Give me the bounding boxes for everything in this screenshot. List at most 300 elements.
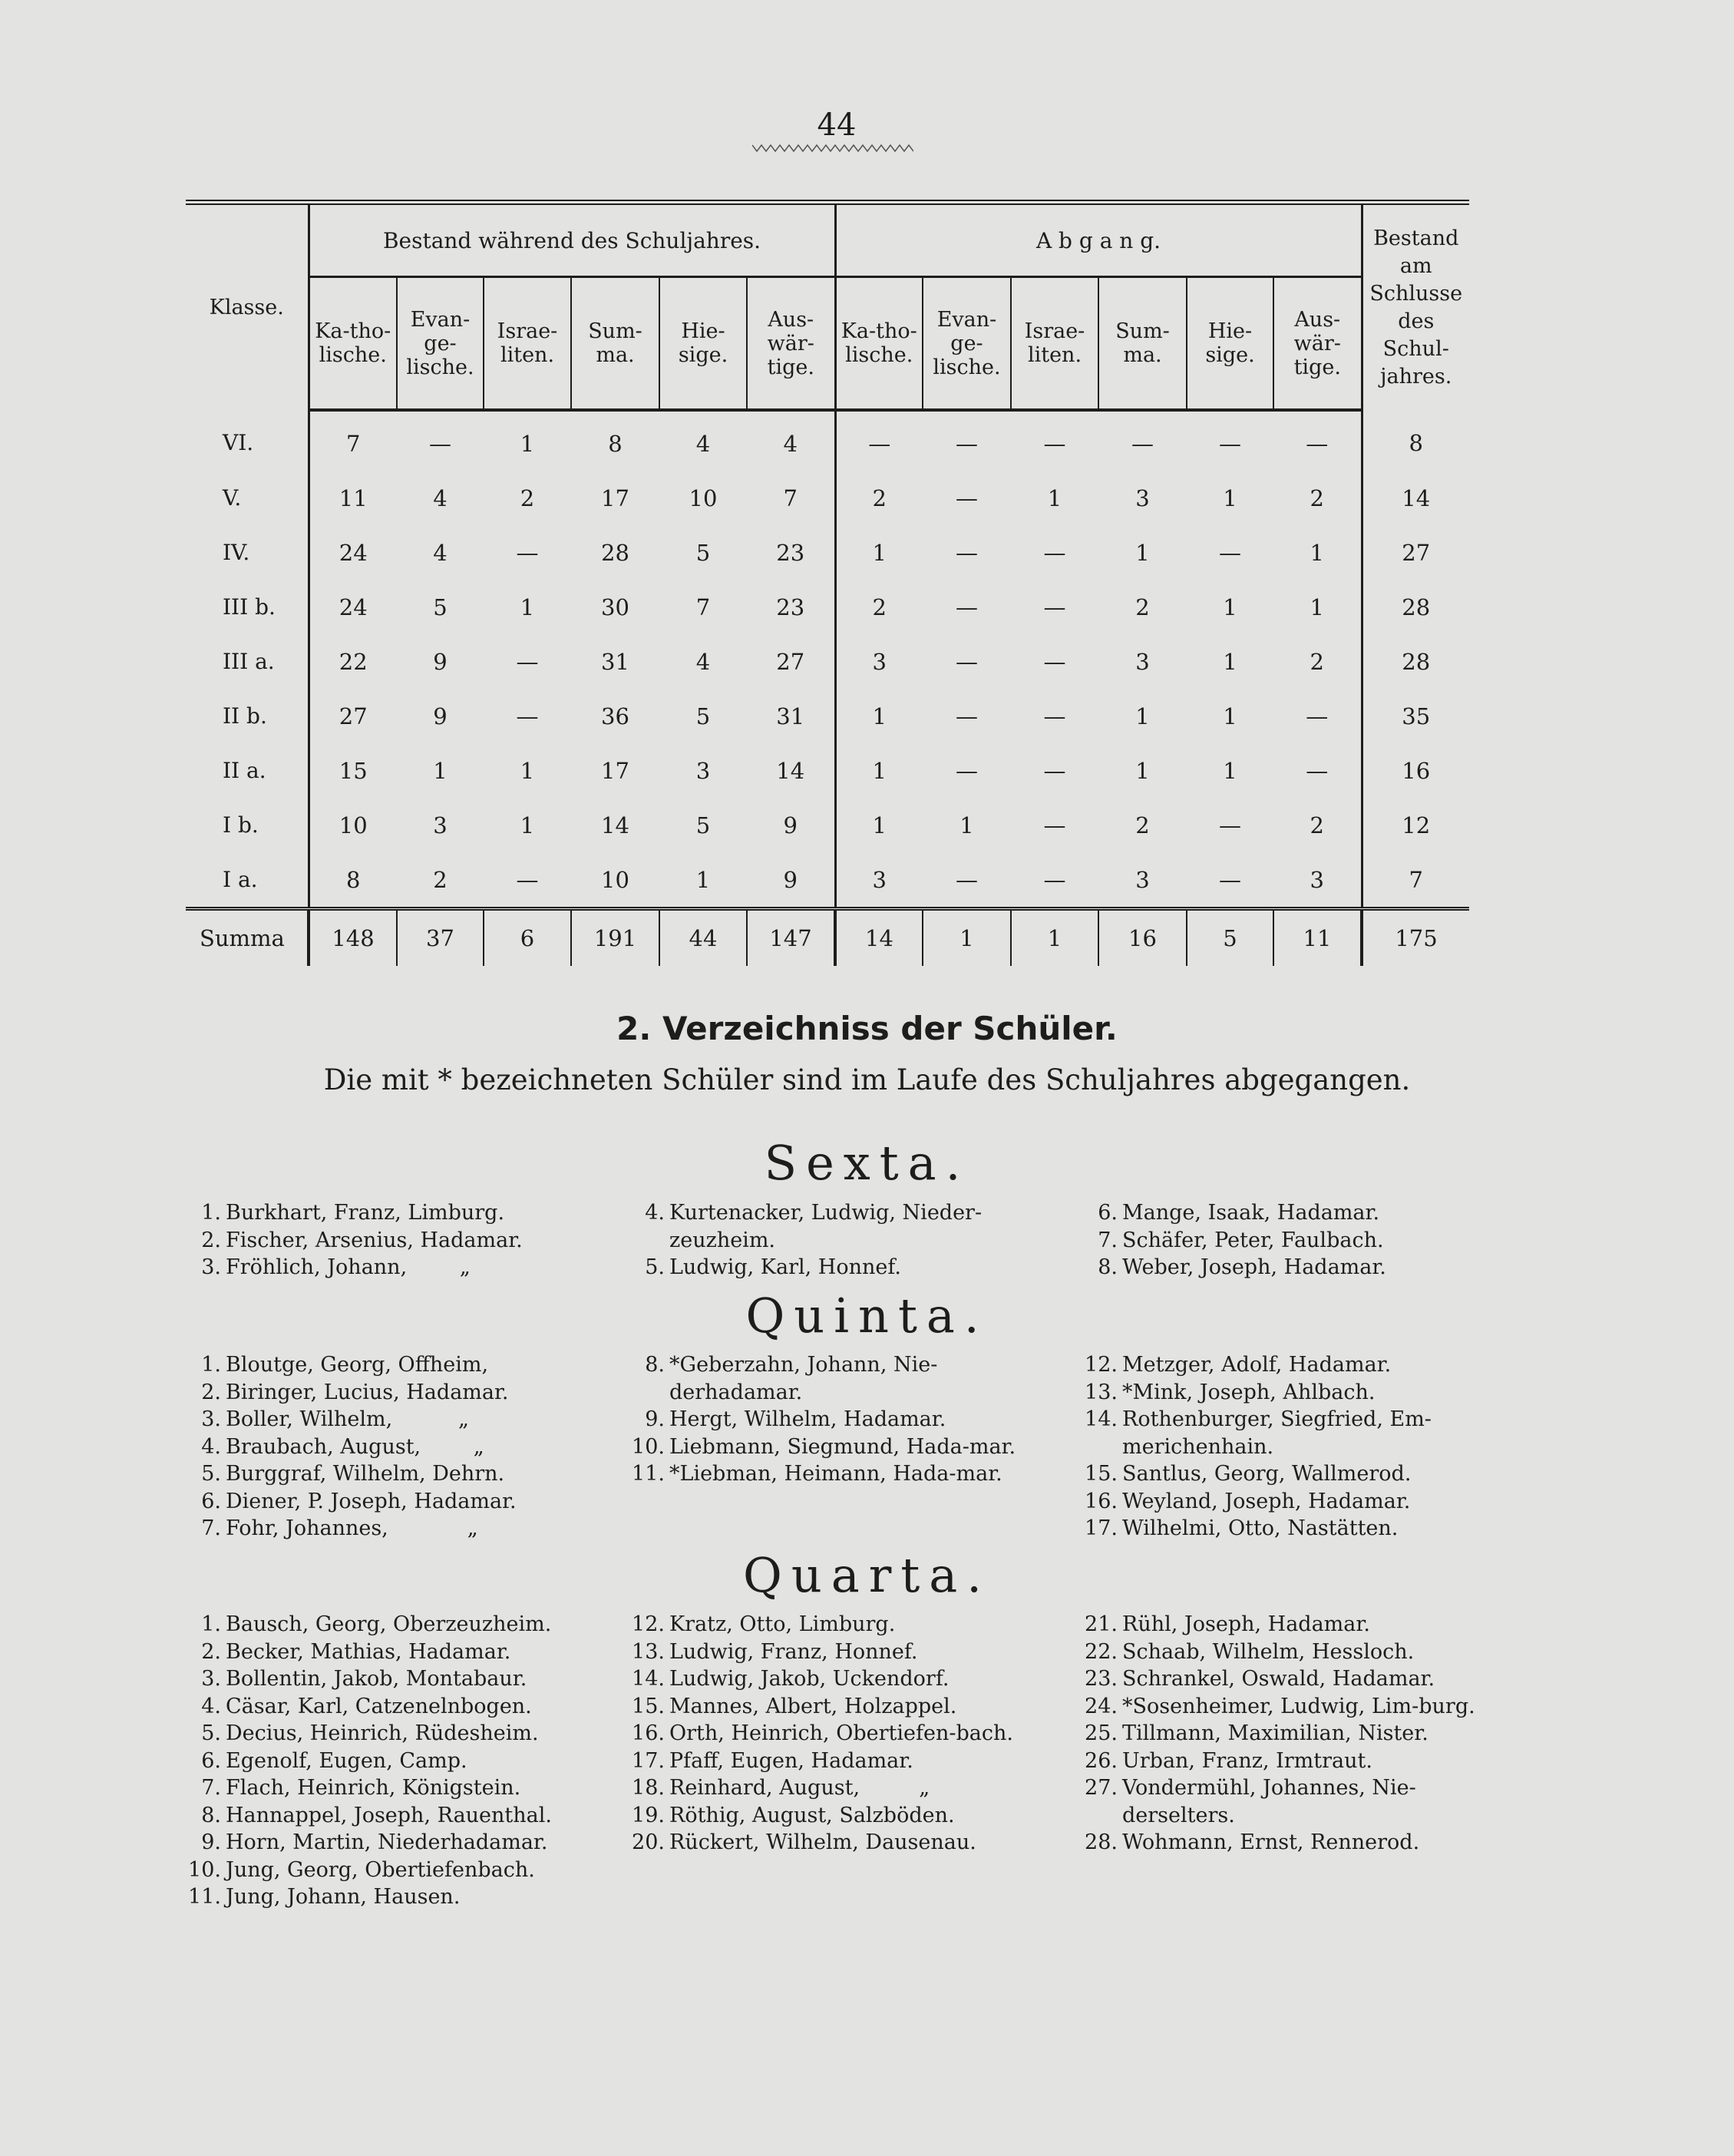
list-item-text: Weyland, Joseph, Hadamar.: [1122, 1489, 1411, 1513]
section-note: Die mit * bezeichneten Schüler sind im Laufe des Schuljahres abgegangen.: [323, 1063, 1411, 1096]
list-item-text: Fröhlich, Johann, „: [226, 1255, 471, 1279]
class-heading-quinta: Quinta.: [745, 1288, 989, 1344]
list-item-text: Biringer, Lucius, Hadamar.: [226, 1380, 509, 1404]
list-item-number: 6.: [1098, 1201, 1118, 1225]
table-cell: 4: [783, 430, 798, 457]
table-cell: 7: [309, 410, 397, 471]
klasse-cell: V.: [223, 485, 242, 511]
table-cell: 14: [601, 812, 629, 838]
list-column: [1073, 1351, 1518, 1543]
list-item: [1073, 1488, 1518, 1516]
list-item-text: Hergt, Wilhelm, Hadamar.: [669, 1407, 946, 1431]
table-cell: —: [1043, 757, 1066, 784]
summa-cell: 11: [1273, 909, 1362, 967]
klasse-cell: II a.: [223, 758, 266, 783]
table-cell: 10: [689, 484, 718, 511]
table-cell: —: [1306, 430, 1329, 457]
list-item: [620, 1406, 1035, 1433]
list-item: [620, 1774, 1035, 1802]
list-item-text: Wilhelmi, Otto, Nastätten.: [1122, 1516, 1399, 1540]
list-item-number: 10.: [632, 1434, 665, 1459]
list-item: [177, 1227, 576, 1255]
table-row: [186, 525, 1469, 580]
list-column: [1073, 1199, 1503, 1281]
list-item-text: Diener, P. Joseph, Hadamar.: [226, 1489, 517, 1513]
table-cell: 27: [776, 648, 805, 675]
list-item: [620, 1199, 1035, 1254]
klasse-cell: III a.: [223, 649, 275, 674]
list-item-text: Burggraf, Wilhelm, Dehrn.: [226, 1462, 505, 1486]
list-item: [177, 1638, 591, 1666]
list-item: [1073, 1199, 1503, 1227]
list-item-text: Liebmann, Siegmund, Hada-mar.: [669, 1434, 1016, 1459]
list-item-number: 13.: [1085, 1380, 1118, 1404]
list-item-text: Fischer, Arsenius, Hadamar.: [226, 1228, 523, 1252]
list-item-text: Vondermühl, Johannes, Nie-derselters.: [1122, 1776, 1416, 1827]
list-item: [1073, 1254, 1503, 1281]
sub-header: Israe-liten.: [1011, 277, 1098, 411]
list-column: [177, 1611, 591, 1911]
table-cell: 4: [695, 430, 711, 457]
list-item-text: *Mink, Joseph, Ahlbach.: [1122, 1380, 1376, 1404]
table-cell: 2: [835, 580, 923, 634]
table-cell: —: [956, 866, 978, 893]
list-item-number: 5.: [645, 1255, 665, 1279]
list-item-text: Jung, Georg, Obertiefenbach.: [226, 1857, 535, 1882]
table-cell: 4: [695, 648, 711, 675]
summa-cell: 37: [397, 909, 484, 967]
list-item-number: 4.: [201, 1694, 221, 1718]
list-item-number: 20.: [632, 1830, 665, 1854]
table-cell: 16: [1362, 743, 1469, 798]
klasse-header: Klasse.: [186, 203, 309, 411]
table-cell: —: [956, 703, 978, 729]
summa-cell: 147: [747, 909, 835, 967]
table-cell: 7: [1362, 852, 1469, 909]
list-item: [620, 1351, 1035, 1406]
table-cell: 1: [1223, 757, 1237, 784]
table-cell: —: [1219, 539, 1241, 566]
table-cell: 10: [601, 866, 629, 893]
list-item-text: Santlus, Georg, Wallmerod.: [1122, 1462, 1412, 1486]
table-cell: 7: [783, 484, 798, 511]
list-item-number: 6.: [201, 1748, 221, 1773]
table-cell: 3: [1310, 866, 1324, 893]
list-item-text: Fohr, Johannes, „: [226, 1516, 478, 1540]
list-item-number: 2.: [201, 1228, 221, 1252]
table-cell: 17: [601, 484, 629, 511]
list-item-number: 11.: [632, 1462, 665, 1486]
summa-cell: 175: [1362, 909, 1469, 967]
table-cell: 8: [1362, 410, 1469, 471]
list-item-text: Ludwig, Jakob, Uckendorf.: [669, 1667, 950, 1691]
enrollment-table: [186, 200, 1469, 966]
list-column: [177, 1351, 591, 1543]
list-item: [1073, 1460, 1518, 1488]
table-cell: 3: [1135, 866, 1150, 893]
table-cell: —: [1043, 648, 1066, 675]
list-item: [1073, 1748, 1518, 1775]
sub-header: Aus-wär-tige.: [1273, 277, 1362, 411]
table-cell: 2: [520, 484, 535, 511]
list-item: [177, 1433, 591, 1461]
klasse-cell: VI.: [223, 430, 254, 455]
list-item: [177, 1802, 591, 1830]
table-cell: 1: [959, 812, 974, 838]
table-cell: 3: [1135, 648, 1150, 675]
table-cell: 23: [776, 594, 805, 620]
table-cell: —: [1043, 539, 1066, 566]
list-item-number: 19.: [632, 1803, 665, 1827]
summa-cell: 1: [923, 909, 1011, 967]
list-item: [177, 1883, 591, 1911]
list-item-number: 13.: [632, 1639, 665, 1664]
list-item: [177, 1665, 591, 1693]
list-column: [620, 1611, 1035, 1857]
table-cell: 23: [776, 539, 805, 566]
list-item: [177, 1774, 591, 1802]
summa-cell: 44: [659, 909, 747, 967]
table-cell: —: [1043, 812, 1066, 838]
list-item-text: Weber, Joseph, Hadamar.: [1122, 1255, 1386, 1279]
list-item: [177, 1460, 591, 1488]
list-column: [620, 1351, 1035, 1488]
list-item-number: 5.: [201, 1462, 221, 1486]
list-item-text: Cäsar, Karl, Catzenelnbogen.: [226, 1694, 532, 1718]
summa-cell: 148: [309, 909, 397, 967]
table-cell: —: [956, 430, 978, 457]
sub-header: Evan-ge-lische.: [397, 277, 484, 411]
list-item-number: 17.: [1085, 1516, 1118, 1540]
list-item-text: Rückert, Wilhelm, Dausenau.: [669, 1830, 976, 1854]
list-item-text: Tillmann, Maximilian, Nister.: [1122, 1721, 1428, 1745]
summa-cell: 14: [835, 909, 923, 967]
list-item-number: 16.: [632, 1721, 665, 1745]
list-item-text: Jung, Johann, Hausen.: [226, 1885, 461, 1909]
table-row: [186, 634, 1469, 689]
table-cell: —: [1043, 703, 1066, 729]
table-cell: 7: [695, 594, 711, 620]
list-item: [620, 1720, 1035, 1748]
table-cell: 28: [601, 539, 629, 566]
list-item-text: Metzger, Adolf, Hadamar.: [1122, 1353, 1392, 1377]
list-item-number: 16.: [1085, 1489, 1118, 1513]
table-cell: 1: [520, 757, 535, 784]
table-cell: 1: [835, 798, 923, 852]
list-item-text: Schrankel, Oswald, Hadamar.: [1122, 1667, 1435, 1691]
table-cell: —: [1043, 430, 1066, 457]
list-item-text: Flach, Heinrich, Königstein.: [226, 1776, 521, 1800]
klasse-cell: I a.: [223, 867, 258, 892]
list-item-number: 12.: [1085, 1353, 1118, 1377]
klasse-cell: I b.: [223, 812, 259, 838]
table-cell: 28: [1362, 634, 1469, 689]
table-cell: —: [956, 594, 978, 620]
klasse-cell: IV.: [223, 540, 250, 565]
table-cell: 12: [1362, 798, 1469, 852]
list-item-text: Schäfer, Peter, Faulbach.: [1122, 1228, 1384, 1252]
list-item: [620, 1693, 1035, 1721]
group-header-abgang: A b g a n g.: [835, 203, 1362, 277]
list-item-text: Bloutge, Georg, Offheim,: [226, 1353, 489, 1377]
list-item: [620, 1638, 1035, 1666]
list-item-text: Bausch, Georg, Oberzeuzheim.: [226, 1612, 552, 1636]
table-cell: 28: [1362, 580, 1469, 634]
list-item-number: 15.: [632, 1694, 665, 1718]
group-header-bestand: Bestand während des Schuljahres.: [309, 203, 835, 277]
table-cell: —: [956, 539, 978, 566]
table-cell: 2: [1310, 648, 1324, 675]
list-item-text: Ludwig, Franz, Honnef.: [669, 1639, 918, 1664]
list-item: [177, 1857, 591, 1884]
list-item-number: 14.: [1085, 1407, 1118, 1431]
list-item: [177, 1720, 591, 1748]
list-item-number: 18.: [632, 1776, 665, 1800]
list-item: [177, 1379, 591, 1407]
table-row: [186, 852, 1469, 909]
klasse-cell: II b.: [223, 703, 267, 729]
table-cell: 1: [835, 525, 923, 580]
table-cell: —: [516, 866, 539, 893]
klasse-cell: III b.: [223, 594, 276, 620]
table-cell: 5: [695, 539, 711, 566]
list-item-number: 6.: [201, 1489, 221, 1513]
list-item-number: 8.: [645, 1353, 665, 1377]
list-item-number: 1.: [201, 1353, 221, 1377]
table-cell: 9: [433, 703, 448, 729]
table-cell: 36: [601, 703, 629, 729]
table-cell: —: [956, 757, 978, 784]
table-cell: 9: [783, 812, 798, 838]
table-cell: —: [516, 703, 539, 729]
list-item-text: Bollentin, Jakob, Montabaur.: [226, 1667, 527, 1691]
list-item-text: Becker, Mathias, Hadamar.: [226, 1639, 511, 1664]
list-item: [177, 1199, 576, 1227]
list-item-text: Schaab, Wilhelm, Hessloch.: [1122, 1639, 1415, 1664]
table-cell: 3: [695, 757, 711, 784]
list-item-number: 17.: [632, 1748, 665, 1773]
list-item-number: 4.: [201, 1434, 221, 1459]
list-item-text: Burkhart, Franz, Limburg.: [226, 1201, 505, 1225]
list-item-number: 26.: [1085, 1748, 1118, 1773]
summa-label: Summa: [186, 909, 309, 967]
list-item: [177, 1488, 591, 1516]
table-row: [186, 743, 1469, 798]
table-cell: 1: [520, 594, 535, 620]
list-item-number: 7.: [1098, 1228, 1118, 1252]
list-item-text: Mange, Isaak, Hadamar.: [1122, 1201, 1380, 1225]
list-item: [1073, 1351, 1518, 1379]
group-header-bestand-schluss: Bestand am Schlusse des Schul-jahres.: [1362, 203, 1469, 411]
list-item: [620, 1460, 1035, 1488]
table-cell: —: [1131, 430, 1154, 457]
list-item: [177, 1693, 591, 1721]
list-item-text: Horn, Martin, Niederhadamar.: [226, 1830, 548, 1854]
list-column: [177, 1199, 576, 1281]
list-item-number: 2.: [201, 1639, 221, 1664]
table-cell: —: [956, 648, 978, 675]
table-cell: 31: [776, 703, 805, 729]
list-item: [620, 1748, 1035, 1775]
section-title: 2. Verzeichniss der Schüler.: [616, 1010, 1118, 1047]
list-item-text: Egenolf, Eugen, Camp.: [226, 1748, 467, 1773]
table-cell: 1: [1310, 594, 1324, 620]
list-item-number: 22.: [1085, 1639, 1118, 1664]
table-cell: —: [1219, 866, 1241, 893]
table-cell: 31: [601, 648, 629, 675]
table-cell: 15: [309, 743, 397, 798]
list-item: [177, 1406, 591, 1433]
table-cell: —: [1043, 594, 1066, 620]
table-cell: 27: [1362, 525, 1469, 580]
list-item: [177, 1351, 591, 1379]
table-cell: 1: [1223, 703, 1237, 729]
list-item-number: 8.: [201, 1803, 221, 1827]
list-item: [1073, 1829, 1518, 1857]
list-item-text: Röthig, August, Salzböden.: [669, 1803, 955, 1827]
table-cell: 1: [520, 430, 535, 457]
table-cell: —: [516, 539, 539, 566]
list-item-text: Pfaff, Eugen, Hadamar.: [669, 1748, 913, 1773]
table-cell: 1: [1310, 539, 1324, 566]
table-cell: 17: [601, 757, 629, 784]
list-item: [1073, 1720, 1518, 1748]
list-item-number: 23.: [1085, 1667, 1118, 1691]
table-cell: 1: [1135, 703, 1150, 729]
class-heading-quarta: Quarta.: [743, 1547, 991, 1603]
summa-row: [186, 909, 1469, 967]
list-item: [620, 1611, 1035, 1638]
table-cell: 35: [1362, 689, 1469, 743]
table-cell: 1: [1223, 594, 1237, 620]
table-cell: 3: [433, 812, 448, 838]
list-item-number: 4.: [645, 1201, 665, 1225]
table-cell: 24: [309, 525, 397, 580]
summa-cell: 5: [1187, 909, 1273, 967]
list-item-text: *Sosenheimer, Ludwig, Lim-burg.: [1122, 1694, 1475, 1718]
sub-header: Hie-sige.: [659, 277, 747, 411]
sub-header: Evan-ge-lische.: [923, 277, 1011, 411]
list-item: [1073, 1406, 1518, 1460]
list-item-number: 21.: [1085, 1612, 1118, 1636]
list-item: [1073, 1515, 1518, 1543]
list-item-number: 5.: [201, 1721, 221, 1745]
list-item-number: 14.: [632, 1667, 665, 1691]
list-item: [177, 1515, 591, 1543]
table-cell: —: [1219, 812, 1241, 838]
list-item: [177, 1611, 591, 1638]
list-item: [1073, 1227, 1503, 1255]
table-cell: 24: [309, 580, 397, 634]
table-cell: —: [1043, 866, 1066, 893]
table-cell: 9: [783, 866, 798, 893]
table-row: [186, 471, 1469, 525]
list-item-text: Rühl, Joseph, Hadamar.: [1122, 1612, 1370, 1636]
table-cell: 1: [835, 743, 923, 798]
list-item-number: 9.: [645, 1407, 665, 1431]
list-item: [620, 1433, 1035, 1461]
list-column: [1073, 1611, 1518, 1857]
table-cell: 1: [1135, 539, 1150, 566]
table-cell: 3: [835, 852, 923, 909]
list-item: [620, 1802, 1035, 1830]
table-cell: —: [835, 410, 923, 471]
table-cell: 30: [601, 594, 629, 620]
list-item: [177, 1254, 576, 1281]
list-item: [1073, 1693, 1518, 1721]
sub-header: Ka-tho-lische.: [835, 277, 923, 411]
table-row: [186, 410, 1469, 471]
table-cell: 10: [309, 798, 397, 852]
table-row: [186, 580, 1469, 634]
sub-header: Aus-wär-tige.: [747, 277, 835, 411]
summa-cell: 16: [1098, 909, 1187, 967]
table-cell: 22: [309, 634, 397, 689]
list-item-number: 3.: [201, 1407, 221, 1431]
list-item-number: 1.: [201, 1612, 221, 1636]
table-cell: 2: [1310, 812, 1324, 838]
list-item-number: 2.: [201, 1380, 221, 1404]
table-cell: 14: [776, 757, 805, 784]
table-cell: 2: [1310, 484, 1324, 511]
table-cell: 27: [309, 689, 397, 743]
list-item-text: Rothenburger, Siegfried, Em-merichenhain.: [1122, 1407, 1432, 1459]
table-cell: 2: [835, 471, 923, 525]
table-cell: —: [516, 648, 539, 675]
table-cell: 8: [608, 430, 623, 457]
page-number: 44: [817, 107, 857, 143]
summa-cell: 191: [571, 909, 659, 967]
sub-header: Hie-sige.: [1187, 277, 1273, 411]
list-item-text: Kratz, Otto, Limburg.: [669, 1612, 896, 1636]
list-item-number: 10.: [188, 1857, 221, 1882]
table-cell: 1: [1047, 484, 1062, 511]
table-row: [186, 689, 1469, 743]
list-item-number: 28.: [1085, 1830, 1118, 1854]
table-cell: 1: [433, 757, 448, 784]
list-item-number: 25.: [1085, 1721, 1118, 1745]
table-cell: 14: [1362, 471, 1469, 525]
list-item-text: *Liebman, Heimann, Hada-mar.: [669, 1462, 1002, 1486]
class-heading-sexta: Sexta.: [764, 1135, 970, 1191]
list-item-number: 7.: [201, 1516, 221, 1540]
sub-header: Ka-tho-lische.: [309, 277, 397, 411]
table-cell: 1: [1223, 648, 1237, 675]
ornament-squiggle: [752, 142, 913, 154]
table-cell: 1: [695, 866, 711, 893]
list-item: [1073, 1638, 1518, 1666]
table-cell: 3: [835, 634, 923, 689]
table-cell: —: [1219, 430, 1241, 457]
list-item-number: 3.: [201, 1255, 221, 1279]
sub-header: Sum-ma.: [571, 277, 659, 411]
sub-header: Sum-ma.: [1098, 277, 1187, 411]
table-cell: —: [429, 430, 451, 457]
list-item-text: Boller, Wilhelm, „: [226, 1407, 469, 1431]
list-item-text: *Geberzahn, Johann, Nie-derhadamar.: [669, 1353, 938, 1404]
list-item-text: Hannappel, Joseph, Rauenthal.: [226, 1803, 552, 1827]
table-cell: —: [1306, 757, 1329, 784]
table-cell: 2: [433, 866, 448, 893]
list-item: [177, 1748, 591, 1775]
list-item-text: Mannes, Albert, Holzappel.: [669, 1694, 957, 1718]
list-item-text: Kurtenacker, Ludwig, Nieder-zeuzheim.: [669, 1201, 983, 1252]
list-item: [620, 1254, 1035, 1281]
list-item-number: 1.: [201, 1201, 221, 1225]
table-cell: 5: [433, 594, 448, 620]
table-cell: 1: [520, 812, 535, 838]
list-item-number: 11.: [188, 1885, 221, 1909]
